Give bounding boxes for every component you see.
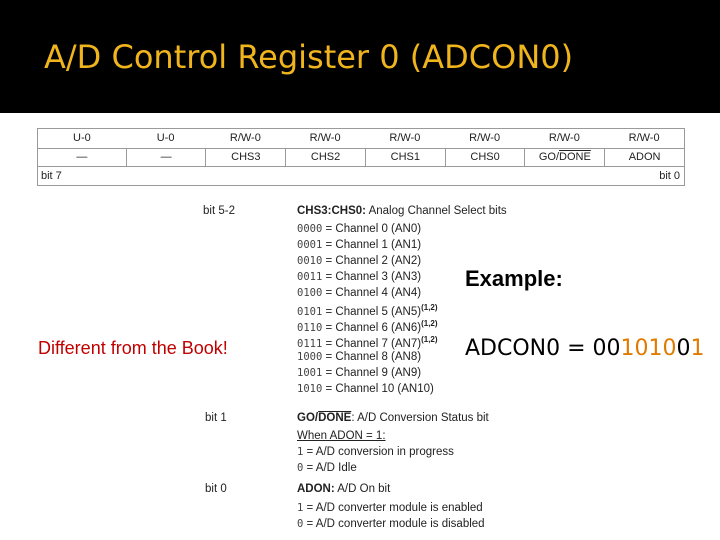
chs-text: = Channel 10 (AN10) — [325, 383, 434, 395]
godone-when: When ADON = 1: — [297, 430, 386, 442]
chs-entry — [297, 239, 421, 251]
chs-text: = Channel 7 (AN7) — [325, 337, 422, 350]
adon-text: = A/D converter module is disabled — [306, 518, 485, 530]
access-cell: R/W-0 — [548, 132, 580, 144]
chs-entry — [297, 319, 438, 334]
register-table — [37, 128, 685, 186]
example-bits-part2: 1010 — [620, 336, 677, 361]
chs-code: 0001 — [297, 239, 323, 251]
bit-cell: CHS3 — [205, 149, 285, 166]
chs-code: 0110 — [297, 321, 323, 334]
godone-code: 1 — [297, 446, 304, 458]
chs-text: = Channel 1 (AN1) — [325, 239, 422, 251]
chs-heading-text: Analog Channel Select bits — [366, 205, 507, 217]
chs-code: 1001 — [297, 367, 323, 379]
chs-text: = Channel 9 (AN9) — [325, 367, 422, 379]
title-bar — [0, 0, 720, 113]
bit-cell-go-done — [524, 149, 604, 166]
bit7-label: bit 7 — [41, 170, 62, 182]
bit-cell: — — [126, 149, 206, 166]
example-prefix: ADCON0 = — [465, 336, 593, 361]
chs-entry — [297, 255, 421, 267]
example-value — [465, 336, 705, 361]
chs-code: 1000 — [297, 351, 323, 363]
access-cell: U-0 — [156, 132, 175, 144]
adon-heading-text: A/D On bit — [334, 483, 391, 495]
bit-cell: CHS2 — [285, 149, 365, 166]
chs-code: 1010 — [297, 383, 323, 395]
godone-heading-text: : A/D Conversion Status bit — [351, 412, 489, 424]
chs-entry — [297, 287, 421, 299]
bit0-label: bit 0 — [659, 170, 680, 182]
godone-text: = A/D conversion in progress — [306, 446, 454, 458]
chs-text: = Channel 8 (AN8) — [325, 351, 422, 363]
godone-heading-done: DONE — [318, 412, 352, 424]
adon-heading-bold: ADON: — [297, 483, 335, 495]
godone-code: 0 — [297, 462, 304, 474]
chs-code: 0010 — [297, 255, 323, 267]
chs-entry — [297, 383, 434, 395]
chs-text: = Channel 3 (AN3) — [325, 271, 422, 283]
example-bits-part3: 0 — [676, 336, 691, 361]
adon-line1 — [297, 502, 483, 514]
chs-code: 0101 — [297, 305, 323, 318]
adon-code: 1 — [297, 502, 304, 514]
go-text: GO/ — [538, 151, 560, 163]
godone-line1 — [297, 446, 454, 458]
access-cell: R/W-0 — [389, 132, 421, 144]
access-cell: R/W-0 — [309, 132, 341, 144]
bit-cell: ADON — [604, 149, 684, 166]
adon-bit-label: bit 0 — [205, 483, 227, 495]
chs-code: 0100 — [297, 287, 323, 299]
chs-entry — [297, 351, 421, 363]
footnote-sup: (1,2) — [421, 303, 438, 312]
bit-name-row — [38, 149, 684, 167]
chs-code: 0011 — [297, 271, 323, 283]
different-note: Different from the Book! — [38, 338, 228, 358]
footnote-sup: (1,2) — [421, 335, 438, 344]
chs-text: = Channel 2 (AN2) — [325, 255, 422, 267]
chs-code: 0000 — [297, 223, 323, 235]
bit-cell: CHS1 — [365, 149, 445, 166]
chs-entry — [297, 271, 421, 283]
chs-entry — [297, 335, 438, 350]
footnote-sup: (1,2) — [421, 319, 438, 328]
chs-text: = Channel 0 (AN0) — [325, 223, 422, 235]
bit-cell: CHS0 — [445, 149, 525, 166]
chs-text: = Channel 5 (AN5) — [325, 305, 422, 318]
chs-heading-bold: CHS3:CHS0: — [297, 205, 367, 217]
godone-line2 — [297, 462, 357, 474]
done-text: DONE — [559, 151, 591, 163]
godone-heading-go: GO/ — [297, 412, 319, 424]
adon-code: 0 — [297, 518, 304, 530]
godone-bit-label: bit 1 — [205, 412, 227, 424]
slide-title: A/D Control Register 0 (ADCON0) — [44, 38, 574, 76]
chs-text: = Channel 6 (AN6) — [325, 321, 422, 334]
access-cell: U-0 — [73, 132, 91, 144]
adon-heading — [297, 483, 390, 495]
adon-text: = A/D converter module is enabled — [306, 502, 483, 514]
access-row — [38, 129, 684, 149]
chs-heading — [297, 205, 507, 217]
chs-entry — [297, 303, 438, 318]
access-cell: R/W-0 — [628, 132, 660, 144]
example-bits-part1: 00 — [592, 336, 621, 361]
chs-code: 0111 — [297, 337, 323, 350]
chs-bit-label: bit 5-2 — [203, 205, 235, 217]
godone-heading — [297, 412, 489, 424]
chs-text: = Channel 4 (AN4) — [325, 287, 422, 299]
adon-line2 — [297, 518, 485, 530]
chs-entry — [297, 223, 421, 235]
chs-entry — [297, 367, 421, 379]
access-cell: R/W-0 — [229, 132, 261, 144]
example-label: Example: — [465, 266, 563, 291]
godone-text: = A/D Idle — [306, 462, 357, 474]
access-cell: R/W-0 — [469, 132, 501, 144]
bit-cell: — — [76, 151, 88, 163]
example-bits-part4: 1 — [690, 336, 705, 361]
